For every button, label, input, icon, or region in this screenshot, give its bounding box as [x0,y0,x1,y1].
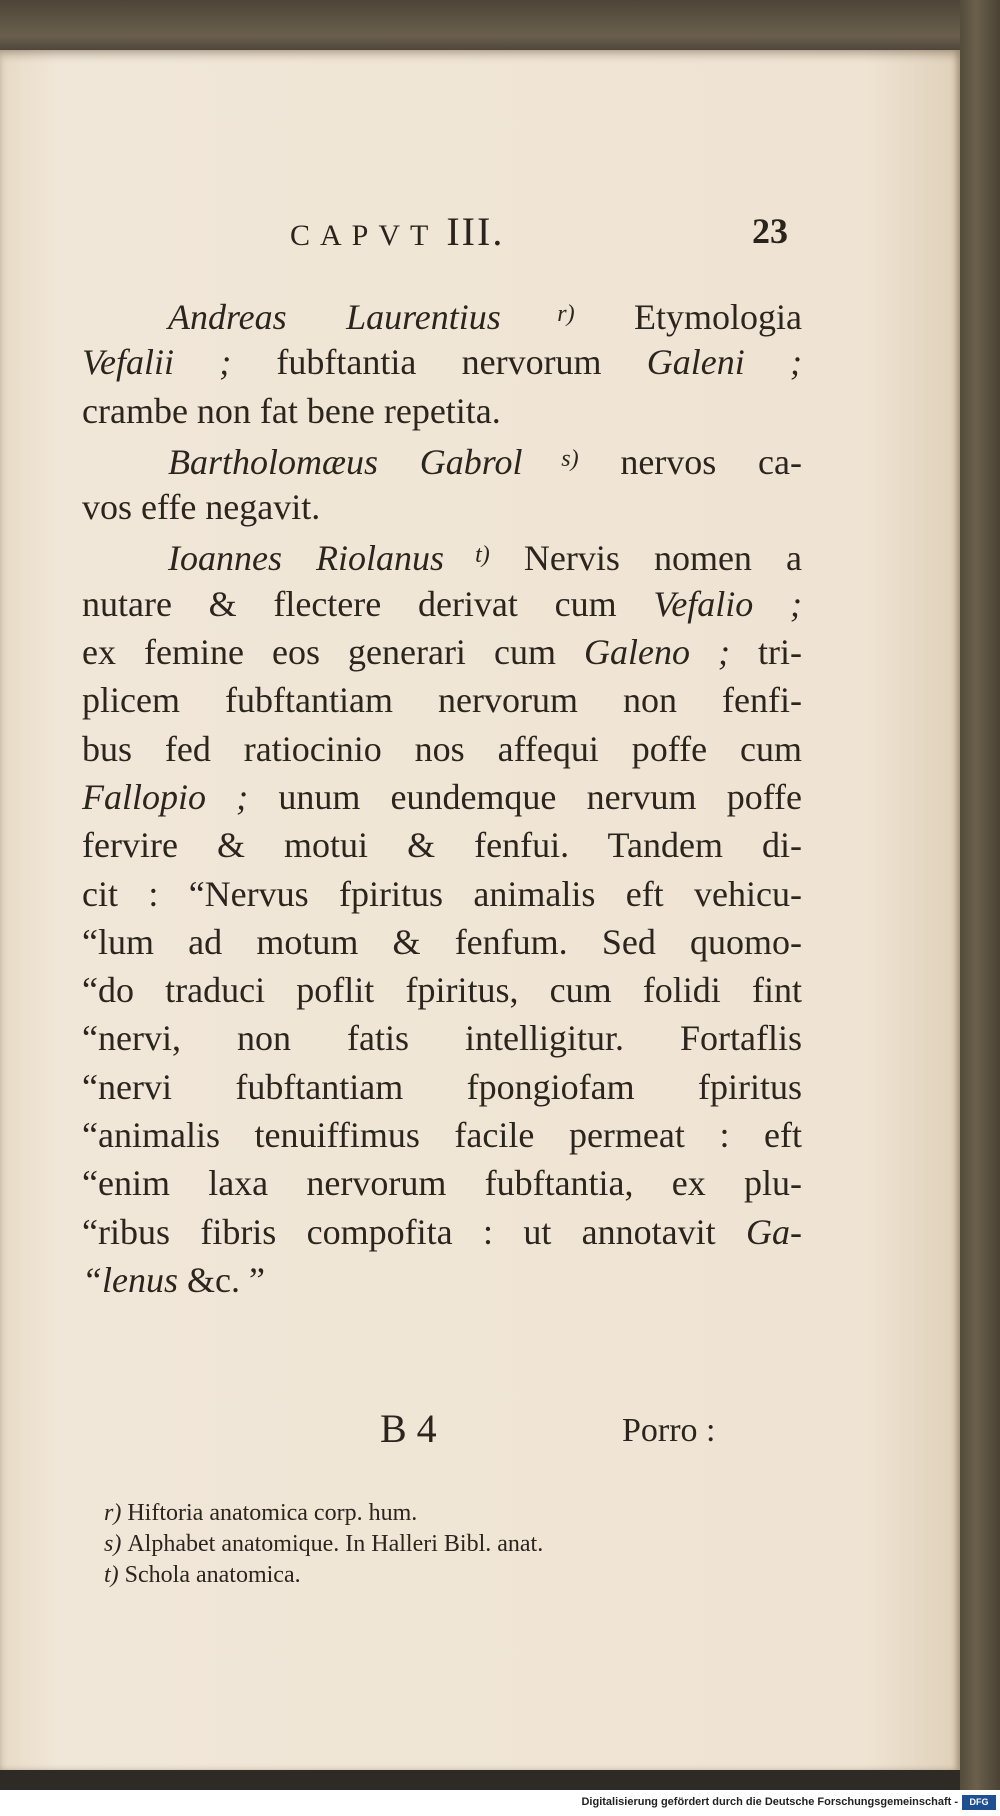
line-text: “lum ad motum & fenfum. Sed quomo- [82,921,802,962]
line-text: nervos ca- [578,441,802,482]
text-line [82,1159,802,1207]
page-number: 23 [752,211,788,251]
line-text: fubftantia nervorum [231,342,647,383]
dfg-logo: DFG [962,1795,996,1810]
running-head [290,208,504,255]
body-text [82,290,802,1304]
line-text: vos effe negavit. [82,487,321,528]
footnote-text: Alphabet anatomique. In Halleri Bibl. anat. [127,1531,544,1557]
line-text: bus fed ratiocinio nos affequi poffe cum [82,728,802,769]
text-line [82,483,802,531]
line-text: “enim laxa nervorum fubftantia, ex plu- [82,1163,802,1204]
line-text: nutare & flectere derivat cum [82,583,654,624]
text-line [82,1111,802,1159]
footnote-ref: t) [444,542,490,569]
italic-name: Vefalii ; [82,342,232,383]
line-text: plicem fubftantiam nervorum non fenfi- [82,680,802,721]
footnote-text: Schola anatomica. [124,1562,301,1588]
text-line [82,628,802,676]
text-line [82,918,802,966]
line-text: “do traduci poflit fpiritus, cum folidi fint [82,970,802,1011]
italic-name: Ioannes Riolanus [168,538,445,579]
text-line [82,435,802,483]
text-line [82,338,802,386]
text-line [82,870,802,918]
credit-text: Digitalisierung gefördert durch die Deutsche Forschungsgemeinschaft - [581,1796,958,1808]
text-line [82,1208,802,1256]
line-text: Nervis nomen a [489,538,802,579]
text-line [82,1063,802,1111]
line-text: tri- [730,632,803,673]
line-text: “nervi, non fatis intelligitur. Fortaflis [82,1018,802,1059]
italic-name: Galeni ; [646,342,802,383]
catchword: Porro : [622,1412,716,1449]
line-text: &c. ” [178,1259,265,1300]
italic-name: Bartholomæus Gabrol [168,441,523,482]
line-text: cit : “Nervus fpiritus animalis eft vehicu- [82,873,802,914]
text-line [82,531,802,579]
footnote-mark: r) [104,1500,128,1526]
italic-name: Galeno ; [583,632,730,673]
footnote-mark: s) [104,1531,128,1557]
footnote [104,1529,543,1560]
line-text: unum eundemque nervum poffe [248,776,803,817]
line-text: ex femine eos generari cum [82,632,584,673]
line-text: “nervi fubftantiam fpongiofam fpiritus [82,1066,802,1107]
text-line [82,580,802,628]
italic-name: Vefalio ; [653,583,802,624]
text-line [82,1256,802,1304]
line-text: “animalis tenuiffimus facile permeat : eft [82,1115,802,1156]
footnotes [104,1498,543,1591]
italic-name: “lenus [82,1259,179,1300]
text-line [82,773,802,821]
text-line [82,966,802,1014]
italic-name: Ga- [746,1211,802,1252]
italic-name: Andreas Laurentius [168,297,501,337]
italic-name: Fallopio ; [82,776,249,817]
footnote [104,1560,543,1591]
text-line [82,387,802,435]
footnote-text: Hiftoria anatomica corp. hum. [127,1500,418,1526]
line-text: Etymologia [574,297,802,337]
signature-mark: B 4 [380,1406,437,1451]
running-head-chapter-number: III. [446,209,505,254]
running-head-caput: CAPVT [290,219,439,252]
line-text: crambe non fat bene repetita. [82,390,501,431]
footnote-ref: s) [522,445,579,472]
text-line [82,821,802,869]
text-line [82,290,802,338]
footnote [104,1498,543,1529]
footnote-mark: t) [104,1562,125,1588]
text-line [82,725,802,773]
footnote-ref: r) [500,301,575,327]
line-text: “ribus fibris compofita : ut annotavit [82,1211,746,1252]
book-cover-edge [960,0,1000,1790]
text-line [82,676,802,724]
line-text: fervire & motui & fenfui. Tandem di- [82,825,802,866]
text-line [82,1014,802,1062]
